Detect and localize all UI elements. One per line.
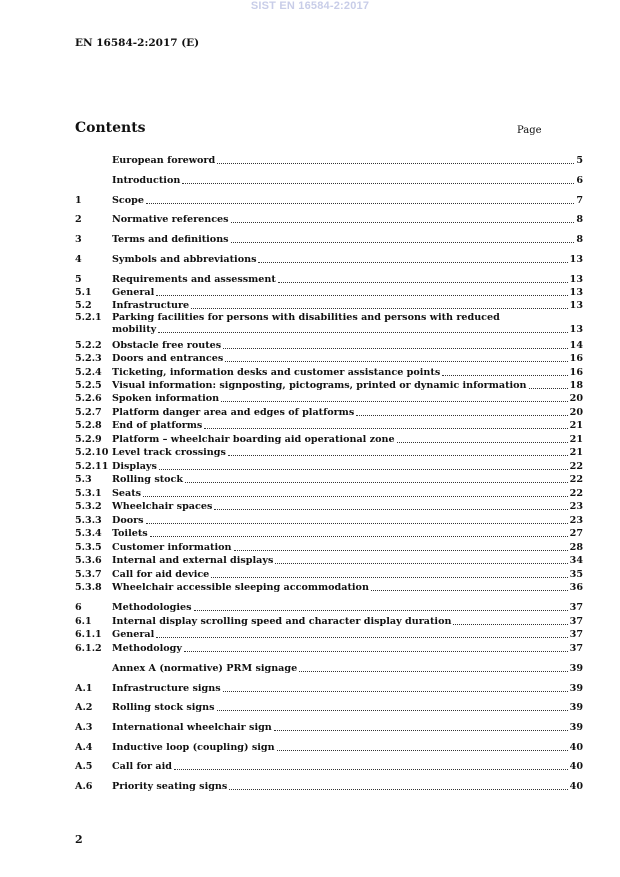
dot-leader	[158, 332, 567, 333]
toc-entry-page: 16	[569, 353, 583, 364]
toc-entry-number: 6.1.2	[75, 643, 102, 654]
toc-entry[interactable]	[75, 554, 583, 567]
dot-leader	[150, 536, 568, 537]
toc-entry[interactable]	[75, 366, 583, 379]
toc-entry-title: Call for aid	[112, 761, 172, 772]
toc-entry-title: Normative references	[112, 214, 229, 225]
toc-entry-page: 28	[569, 542, 583, 553]
toc-entry[interactable]	[75, 460, 583, 473]
toc-entry-title: Methodologies	[112, 602, 192, 613]
dot-leader	[217, 710, 568, 711]
document-id: EN 16584-2:2017 (E)	[75, 37, 200, 49]
toc-entry-number: A.6	[75, 781, 93, 792]
dot-leader	[159, 469, 568, 470]
toc-entry-number: 5.2.7	[75, 407, 102, 418]
toc-entry-title: Terms and definitions	[112, 234, 229, 245]
toc-entry[interactable]	[75, 433, 583, 446]
toc-entry-title: European foreword	[112, 155, 216, 166]
toc-entry-page: 37	[569, 616, 583, 627]
toc-entry-page: 20	[569, 407, 583, 418]
toc-entry-title: Visual information: signposting, pictograms, printed or dynamic information	[112, 380, 527, 391]
dot-leader	[529, 388, 568, 389]
toc-entry-page: 39	[569, 683, 583, 694]
toc-entry-title: Internal display scrolling speed and character display duration	[112, 616, 452, 627]
footer-page-number: 2	[75, 833, 83, 846]
toc-entry-page: 22	[569, 474, 583, 485]
dot-leader	[217, 163, 574, 164]
toc-entry-page: 40	[569, 742, 583, 753]
toc-entry[interactable]	[75, 527, 583, 540]
toc-entry-number: 1	[75, 195, 82, 206]
dot-leader	[211, 577, 567, 578]
toc-entry-page: 7	[576, 195, 583, 206]
toc-entry-title-continued: mobility	[112, 324, 157, 335]
toc-entry-page: 22	[569, 488, 583, 499]
toc-entry-title: Wheelchair spaces	[112, 501, 213, 512]
toc-entry-title: Inductive loop (coupling) sign	[112, 742, 275, 753]
toc-entry-number: 5.3.2	[75, 501, 102, 512]
toc-entry[interactable]	[75, 721, 583, 734]
toc-entry-number: 6	[75, 602, 82, 613]
toc-entry-page: 22	[569, 461, 583, 472]
toc-entry-page: 36	[569, 582, 583, 593]
toc-entry[interactable]	[75, 446, 583, 459]
toc-entry-number: 5	[75, 274, 82, 285]
toc-entry-title: Requirements and assessment	[112, 274, 276, 285]
toc-entry-number: 5.2.6	[75, 393, 102, 404]
dot-leader	[299, 671, 567, 672]
toc-entry-title: Infrastructure signs	[112, 683, 221, 694]
toc-entry-page: 13	[569, 300, 583, 311]
toc-entry-title: General	[112, 629, 155, 640]
toc-entry-number: 5.3.1	[75, 488, 102, 499]
toc-entry[interactable]	[75, 662, 583, 675]
toc-entry-title: Displays	[112, 461, 157, 472]
toc-entry-page: 35	[569, 569, 583, 580]
dot-leader	[234, 550, 568, 551]
dot-leader	[146, 523, 568, 524]
dot-leader	[214, 509, 567, 510]
toc-entry-page: 8	[576, 214, 583, 225]
toc-entry[interactable]	[75, 312, 583, 338]
toc-entry[interactable]	[75, 473, 583, 486]
toc-entry-title: Rolling stock signs	[112, 702, 215, 713]
toc-entry[interactable]	[75, 568, 583, 581]
toc-entry-page: 13	[569, 287, 583, 298]
toc-entry-title: Level track crossings	[112, 447, 226, 458]
toc-entry[interactable]	[75, 780, 583, 793]
toc-entry-title: Call for aid device	[112, 569, 210, 580]
dot-leader	[371, 590, 568, 591]
toc-entry-number: 6.1.1	[75, 629, 102, 640]
toc-entry[interactable]	[75, 541, 583, 554]
dot-leader	[275, 563, 567, 564]
toc-entry-page: 6	[576, 175, 583, 186]
toc-entry[interactable]	[75, 233, 583, 246]
toc-entry-title: Platform – wheelchair boarding aid operational zone	[112, 434, 395, 445]
toc-entry[interactable]	[75, 299, 583, 312]
dot-leader	[231, 222, 575, 223]
dot-leader	[156, 637, 567, 638]
toc-entry-page: 21	[569, 434, 583, 445]
toc-entry-number: A.3	[75, 722, 93, 733]
dot-leader	[258, 262, 567, 263]
toc-entry[interactable]	[75, 379, 583, 392]
toc-entry[interactable]	[75, 174, 583, 187]
toc-entry-title: Toilets	[112, 528, 148, 539]
toc-entry-page: 37	[569, 602, 583, 613]
toc-entry-title: Methodology	[112, 643, 182, 654]
toc-entry[interactable]	[75, 760, 583, 773]
toc-entry[interactable]	[75, 682, 583, 695]
toc-entry-page: 5	[576, 155, 583, 166]
dot-leader	[229, 789, 567, 790]
toc-entry-page: 27	[569, 528, 583, 539]
toc-entry-number: 5.3.7	[75, 569, 102, 580]
toc-entry[interactable]	[75, 286, 583, 299]
toc-entry-number: 3	[75, 234, 82, 245]
toc-entry-page: 14	[569, 340, 583, 351]
toc-entry-title: Ticketing, information desks and customer assistance points	[112, 367, 441, 378]
toc-entry[interactable]	[75, 253, 583, 266]
dot-leader	[143, 496, 568, 497]
dot-leader	[204, 428, 567, 429]
toc-entry-title: Symbols and abbreviations	[112, 254, 257, 265]
toc-entry-page: 39	[569, 702, 583, 713]
toc-entry-number: 2	[75, 214, 82, 225]
toc-entry-number: A.2	[75, 702, 93, 713]
dot-leader	[356, 415, 567, 416]
dot-leader	[223, 691, 568, 692]
toc-entry-title: International wheelchair sign	[112, 722, 272, 733]
dot-leader	[185, 482, 568, 483]
toc-entry-title: Obstacle free routes	[112, 340, 222, 351]
toc-entry-number: 4	[75, 254, 82, 265]
toc-entry[interactable]	[75, 392, 583, 405]
toc-entry-title: Scope	[112, 195, 144, 206]
toc-entry-title: Parking facilities for persons with disabilities and persons with reduced	[112, 312, 500, 323]
toc-entry-number: 6.1	[75, 616, 92, 627]
contents-title: Contents	[75, 120, 146, 136]
toc-entry[interactable]	[75, 701, 583, 714]
toc-entry[interactable]	[75, 154, 583, 167]
toc-entry-title: Introduction	[112, 175, 181, 186]
toc-entry[interactable]	[75, 273, 583, 286]
toc-entry-page: 37	[569, 629, 583, 640]
dot-leader	[228, 455, 568, 456]
dot-leader	[453, 624, 567, 625]
toc-entry-page: 16	[569, 367, 583, 378]
toc-entry-number: 5.2.2	[75, 340, 102, 351]
dot-leader	[278, 282, 568, 283]
toc-entry-number: 5.2	[75, 300, 92, 311]
toc-entry-number: 5.3.8	[75, 582, 102, 593]
toc-entry-title: Internal and external displays	[112, 555, 274, 566]
dot-leader	[225, 361, 567, 362]
toc-entry-page: 21	[569, 420, 583, 431]
toc-entry-number: 5.3.6	[75, 555, 102, 566]
dot-leader	[274, 730, 568, 731]
toc-entry-number: 5.2.5	[75, 380, 102, 391]
toc-entry-number: 5.3.4	[75, 528, 102, 539]
toc-entry[interactable]	[75, 194, 583, 207]
toc-entry[interactable]	[75, 419, 583, 432]
toc-entry-title: Rolling stock	[112, 474, 184, 485]
toc-entry-page: 40	[569, 781, 583, 792]
toc-entry-number: 5.3.5	[75, 542, 102, 553]
dot-leader	[146, 203, 574, 204]
toc-entry-title: End of platforms	[112, 420, 203, 431]
toc-entry-number: 5.2.3	[75, 353, 102, 364]
dot-leader	[182, 183, 574, 184]
toc-entry-number: 5.2.4	[75, 367, 102, 378]
toc-entry[interactable]	[75, 213, 583, 226]
dot-leader	[156, 295, 567, 296]
toc-entry-number: 5.2.9	[75, 434, 102, 445]
toc-entry-title: General	[112, 287, 155, 298]
toc-entry-number: 5.3	[75, 474, 92, 485]
toc-entry-page: 23	[569, 515, 583, 526]
toc-entry-page: 39	[569, 663, 583, 674]
toc-entry-title: Priority seating signs	[112, 781, 228, 792]
toc-entry[interactable]	[75, 601, 583, 614]
toc-entry[interactable]	[75, 352, 583, 365]
toc-entry-page: 18	[569, 380, 583, 391]
toc-entry-page: 13	[569, 254, 583, 265]
toc-entry-title: Infrastructure	[112, 300, 190, 311]
toc-entry-number: 5.2.10	[75, 447, 109, 458]
toc-entry-page: 40	[569, 761, 583, 772]
dot-leader	[194, 610, 568, 611]
dot-leader	[397, 442, 568, 443]
toc-entry-number: 5.1	[75, 287, 92, 298]
toc-entry-page: 13	[569, 324, 583, 335]
toc-entry-title: Doors and entrances	[112, 353, 224, 364]
toc-entry-title: Doors	[112, 515, 144, 526]
toc-entry[interactable]	[75, 406, 583, 419]
dot-leader	[191, 308, 568, 309]
toc-entry-number: 5.2.1	[75, 312, 102, 323]
toc-entry-number: 5.3.3	[75, 515, 102, 526]
toc-entry-number: A.5	[75, 761, 93, 772]
toc-entry-page: 13	[569, 274, 583, 285]
toc-entry[interactable]	[75, 642, 583, 655]
toc-entry-number: A.4	[75, 742, 93, 753]
dot-leader	[223, 348, 568, 349]
watermark: SIST EN 16584-2:2017	[250, 0, 370, 12]
toc-entry-page: 37	[569, 643, 583, 654]
dot-leader	[277, 750, 568, 751]
toc-entry-title: Platform danger area and edges of platforms	[112, 407, 355, 418]
dot-leader	[174, 769, 568, 770]
dot-leader	[184, 651, 568, 652]
toc-entry-page: 34	[569, 555, 583, 566]
toc-entry[interactable]	[75, 487, 583, 500]
toc-entry-title: Wheelchair accessible sleeping accommodation	[112, 582, 369, 593]
toc-entry-title: Seats	[112, 488, 142, 499]
toc-entry-number: 5.2.8	[75, 420, 102, 431]
toc-entry-page: 21	[569, 447, 583, 458]
toc-entry[interactable]	[75, 339, 583, 352]
toc-entry[interactable]	[75, 741, 583, 754]
page-column-heading: Page	[517, 125, 542, 136]
dot-leader	[231, 242, 575, 243]
toc-entry-page: 8	[576, 234, 583, 245]
toc-entry[interactable]	[75, 581, 583, 594]
toc-entry-page: 23	[569, 501, 583, 512]
toc-entry-title: Annex A (normative) PRM signage	[112, 663, 298, 674]
toc-entry-number: A.1	[75, 683, 93, 694]
toc-entry[interactable]	[75, 615, 583, 628]
toc-entry-title: Customer information	[112, 542, 232, 553]
toc-entry[interactable]	[75, 628, 583, 641]
toc-entry[interactable]	[75, 514, 583, 527]
dot-leader	[221, 401, 568, 402]
toc-entry-page: 39	[569, 722, 583, 733]
toc-entry-page: 20	[569, 393, 583, 404]
toc-entry[interactable]	[75, 500, 583, 513]
dot-leader	[442, 375, 567, 376]
toc-entry-title: Spoken information	[112, 393, 220, 404]
toc-entry-number: 5.2.11	[75, 461, 109, 472]
